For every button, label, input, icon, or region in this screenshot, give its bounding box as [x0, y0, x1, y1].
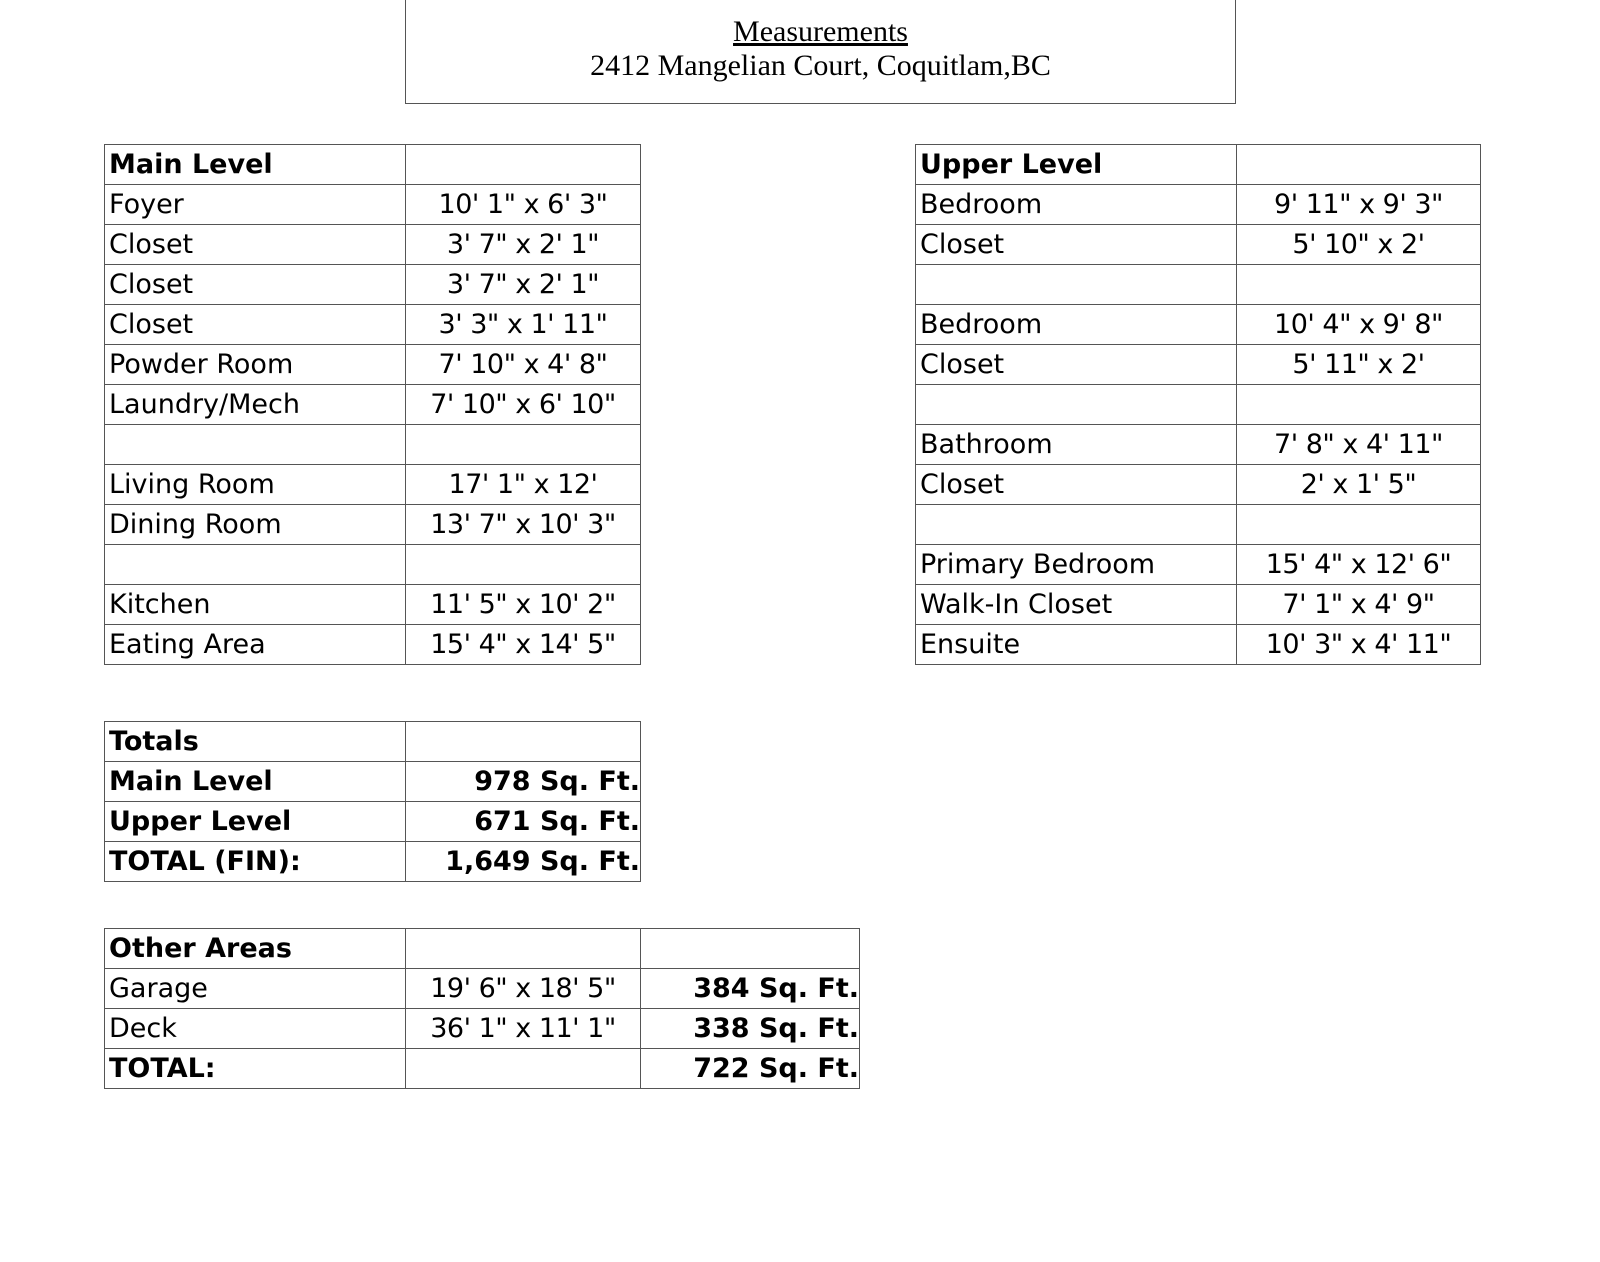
room-dimensions: 7' 8" x 4' 11"	[1237, 425, 1481, 465]
room-name: Powder Room	[105, 345, 406, 385]
area-dimensions: 36' 1" x 11' 1"	[406, 1009, 641, 1049]
room-name: Primary Bedroom	[916, 545, 1237, 585]
room-name	[916, 505, 1237, 545]
room-dimensions: 3' 7" x 2' 1"	[406, 225, 641, 265]
other-total-label: TOTAL:	[105, 1049, 406, 1089]
room-name: Dining Room	[105, 505, 406, 545]
table-row	[105, 425, 641, 465]
room-dimensions: 11' 5" x 10' 2"	[406, 585, 641, 625]
room-dimensions: 10' 1" x 6' 3"	[406, 185, 641, 225]
room-name: Closet	[105, 305, 406, 345]
table-header-row	[105, 145, 641, 185]
totals-heading: Totals	[105, 722, 406, 762]
table-row	[105, 802, 641, 842]
area-dimensions: 19' 6" x 18' 5"	[406, 969, 641, 1009]
room-dimensions	[1237, 385, 1481, 425]
room-dimensions: 13' 7" x 10' 3"	[406, 505, 641, 545]
room-name: Closet	[916, 345, 1237, 385]
room-name	[105, 545, 406, 585]
room-name: Closet	[916, 465, 1237, 505]
room-name: Living Room	[105, 465, 406, 505]
room-dimensions: 10' 4" x 9' 8"	[1237, 305, 1481, 345]
table-row	[105, 545, 641, 585]
total-value: 1,649 Sq. Ft.	[406, 842, 641, 882]
room-name	[105, 425, 406, 465]
table-row	[916, 385, 1481, 425]
table-row	[105, 762, 641, 802]
room-name: Closet	[105, 265, 406, 305]
table-row	[105, 265, 641, 305]
table-row	[105, 385, 641, 425]
upper-level-heading: Upper Level	[916, 145, 1237, 185]
document-title: Measurements	[733, 15, 908, 48]
room-dimensions: 15' 4" x 14' 5"	[406, 625, 641, 665]
table-row	[916, 505, 1481, 545]
table-row	[105, 585, 641, 625]
area-sqft: 384 Sq. Ft.	[641, 969, 860, 1009]
table-row	[105, 465, 641, 505]
table-row	[105, 625, 641, 665]
upper-level-table	[915, 144, 1481, 665]
room-dimensions: 7' 1" x 4' 9"	[1237, 585, 1481, 625]
room-name: Bedroom	[916, 185, 1237, 225]
room-dimensions	[406, 425, 641, 465]
main-level-table	[104, 144, 641, 665]
table-row	[916, 225, 1481, 265]
main-level-heading: Main Level	[105, 145, 406, 185]
table-header-row	[105, 722, 641, 762]
total-value: 671 Sq. Ft.	[406, 802, 641, 842]
empty-cell	[1237, 145, 1481, 185]
table-row	[105, 1009, 860, 1049]
room-name: Bathroom	[916, 425, 1237, 465]
table-row	[105, 505, 641, 545]
room-name: Closet	[105, 225, 406, 265]
room-dimensions: 7' 10" x 4' 8"	[406, 345, 641, 385]
table-row	[916, 465, 1481, 505]
empty-cell	[641, 929, 860, 969]
table-row	[916, 265, 1481, 305]
room-dimensions: 10' 3" x 4' 11"	[1237, 625, 1481, 665]
room-name	[916, 265, 1237, 305]
area-name: Deck	[105, 1009, 406, 1049]
empty-cell	[406, 722, 641, 762]
empty-cell	[406, 929, 641, 969]
room-dimensions: 15' 4" x 12' 6"	[1237, 545, 1481, 585]
table-row	[105, 345, 641, 385]
table-row	[916, 545, 1481, 585]
room-dimensions	[406, 545, 641, 585]
room-dimensions: 5' 11" x 2'	[1237, 345, 1481, 385]
table-header-row	[105, 929, 860, 969]
other-areas-table	[104, 928, 860, 1089]
table-row	[916, 185, 1481, 225]
total-value: 978 Sq. Ft.	[406, 762, 641, 802]
room-dimensions: 17' 1" x 12'	[406, 465, 641, 505]
table-row	[916, 625, 1481, 665]
room-dimensions	[1237, 505, 1481, 545]
table-row	[916, 585, 1481, 625]
table-row	[916, 305, 1481, 345]
room-name: Bedroom	[916, 305, 1237, 345]
table-row	[105, 225, 641, 265]
room-dimensions: 3' 7" x 2' 1"	[406, 265, 641, 305]
other-total-dims	[406, 1049, 641, 1089]
table-row	[105, 185, 641, 225]
area-name: Garage	[105, 969, 406, 1009]
table-header-row	[916, 145, 1481, 185]
room-name: Closet	[916, 225, 1237, 265]
room-name: Foyer	[105, 185, 406, 225]
table-row	[105, 305, 641, 345]
empty-cell	[406, 145, 641, 185]
room-dimensions: 2' x 1' 5"	[1237, 465, 1481, 505]
other-total-sqft: 722 Sq. Ft.	[641, 1049, 860, 1089]
room-dimensions: 7' 10" x 6' 10"	[406, 385, 641, 425]
area-sqft: 338 Sq. Ft.	[641, 1009, 860, 1049]
total-label: TOTAL (FIN):	[105, 842, 406, 882]
table-row	[105, 969, 860, 1009]
room-dimensions: 9' 11" x 9' 3"	[1237, 185, 1481, 225]
table-row	[105, 842, 641, 882]
room-name	[916, 385, 1237, 425]
table-row	[916, 345, 1481, 385]
room-dimensions	[1237, 265, 1481, 305]
totals-table	[104, 721, 641, 882]
total-label: Upper Level	[105, 802, 406, 842]
room-dimensions: 3' 3" x 1' 11"	[406, 305, 641, 345]
total-label: Main Level	[105, 762, 406, 802]
document-header	[405, 0, 1236, 104]
room-name: Eating Area	[105, 625, 406, 665]
room-name: Ensuite	[916, 625, 1237, 665]
room-dimensions: 5' 10" x 2'	[1237, 225, 1481, 265]
room-name: Walk-In Closet	[916, 585, 1237, 625]
property-address: 2412 Mangelian Court, Coquitlam,BC	[590, 49, 1051, 82]
room-name: Laundry/Mech	[105, 385, 406, 425]
room-name: Kitchen	[105, 585, 406, 625]
table-row	[105, 1049, 860, 1089]
other-areas-heading: Other Areas	[105, 929, 406, 969]
table-row	[916, 425, 1481, 465]
